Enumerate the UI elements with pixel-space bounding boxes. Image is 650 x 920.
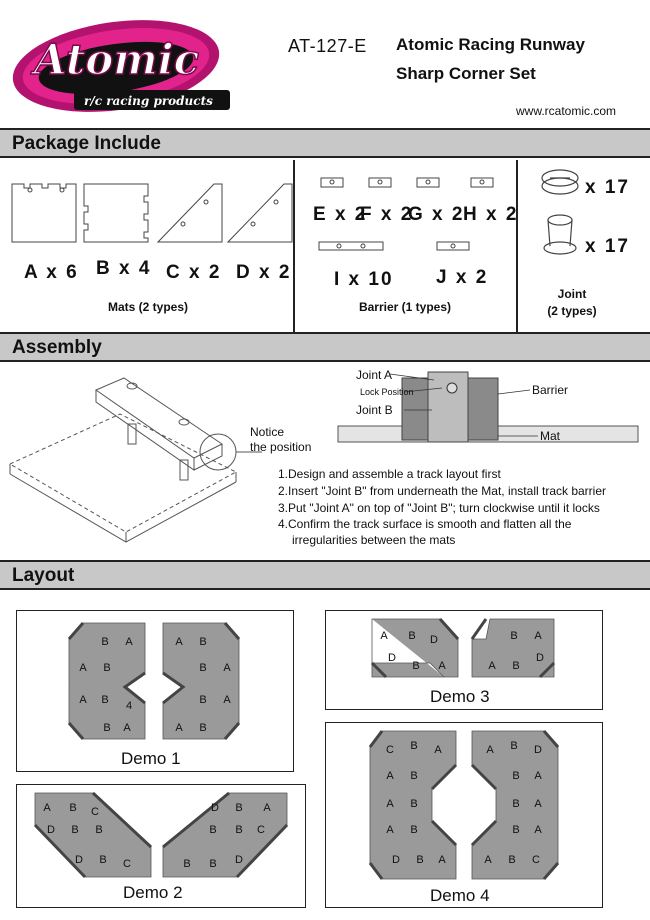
atomic-logo — [8, 10, 240, 118]
svg-text:B: B — [101, 636, 109, 648]
svg-text:B: B — [183, 858, 191, 870]
svg-text:A: A — [438, 854, 446, 866]
svg-text:A: A — [434, 744, 442, 756]
joint-caption-line2: (2 types) — [547, 304, 597, 318]
product-title-line2: Sharp Corner Set — [396, 64, 536, 83]
svg-text:B: B — [512, 770, 520, 782]
svg-text:A: A — [79, 662, 87, 674]
svg-text:B: B — [410, 740, 418, 752]
svg-text:B: B — [95, 824, 103, 836]
svg-text:A: A — [123, 722, 131, 734]
mat-d-count: D x 2 — [236, 262, 292, 283]
assembly-heading: Assembly — [12, 337, 102, 358]
package-heading: Package Include — [12, 133, 161, 154]
demo1-panel — [16, 610, 294, 772]
assembly-step-2: 2.Insert "Joint B" from underneath the Mat, install track barrier — [278, 484, 606, 498]
svg-text:A: A — [534, 770, 542, 782]
svg-text:A: A — [175, 722, 183, 734]
svg-text:A: A — [438, 660, 446, 672]
svg-text:C: C — [257, 824, 265, 836]
svg-text:B: B — [510, 740, 518, 752]
svg-text:4: 4 — [125, 700, 133, 712]
mat-a-count: A x 6 — [24, 262, 79, 283]
svg-text:D: D — [536, 652, 544, 664]
svg-text:A: A — [79, 694, 87, 706]
svg-text:B: B — [512, 798, 520, 810]
assembly-section-header — [0, 332, 650, 362]
svg-text:B: B — [209, 858, 217, 870]
mats-caption: Mats (2 types) — [107, 300, 189, 314]
svg-text:A: A — [484, 854, 492, 866]
barrier-e-count: E x 2 — [313, 204, 368, 225]
svg-text:A: A — [486, 744, 494, 756]
svg-text:A: A — [223, 662, 231, 674]
svg-text:B: B — [235, 802, 243, 814]
svg-text:A: A — [223, 694, 231, 706]
demo3-label: Demo 3 — [430, 687, 490, 706]
svg-text:A: A — [534, 798, 542, 810]
svg-text:Atomic: Atomic — [34, 35, 200, 84]
svg-text:A: A — [386, 824, 394, 836]
demo2-panel — [16, 784, 306, 908]
svg-text:A: A — [175, 636, 183, 648]
svg-text:B: B — [199, 662, 207, 674]
demo3-panel — [325, 610, 603, 710]
svg-text:B: B — [103, 722, 111, 734]
svg-text:D: D — [235, 854, 243, 866]
svg-text:D: D — [430, 634, 438, 646]
svg-text:D: D — [211, 802, 219, 814]
svg-text:D: D — [534, 744, 542, 756]
svg-text:A: A — [386, 798, 394, 810]
svg-text:B: B — [199, 694, 207, 706]
svg-text:C: C — [91, 806, 99, 818]
svg-text:A: A — [534, 630, 542, 642]
barrier-f-count: F x 2 — [360, 204, 414, 225]
joint-b-count: x 17 — [585, 236, 630, 257]
joint-b-label: Joint B — [356, 403, 393, 417]
svg-text:B: B — [410, 770, 418, 782]
svg-text:B: B — [99, 854, 107, 866]
joint-a-label: Joint A — [356, 368, 393, 382]
svg-text:B: B — [69, 802, 77, 814]
svg-text:C: C — [532, 854, 540, 866]
mat-label: Mat — [540, 429, 561, 443]
mat-b-count: B x 4 — [96, 258, 152, 279]
svg-text:A: A — [386, 770, 394, 782]
svg-text:D: D — [75, 854, 83, 866]
assembly-step-3: 3.Put "Joint A" on top of "Joint B"; turn clockwise until it locks — [278, 501, 600, 515]
barrier-j-count: J x 2 — [436, 267, 489, 288]
svg-text:B: B — [408, 630, 416, 642]
svg-text:D: D — [47, 824, 55, 836]
svg-text:C: C — [123, 858, 131, 870]
svg-text:B: B — [510, 630, 518, 642]
package-section-header — [0, 128, 650, 158]
svg-text:r/c racing products: r/c racing products — [84, 94, 213, 108]
notice-line2: the position — [250, 440, 312, 454]
svg-text:B: B — [199, 722, 207, 734]
demo1-label: Demo 1 — [121, 749, 181, 768]
svg-text:B: B — [410, 824, 418, 836]
svg-text:D: D — [392, 854, 400, 866]
notice-line1: Notice — [250, 425, 285, 439]
product-title-line1: Atomic Racing Runway — [396, 35, 585, 54]
joint-caption-line1: Joint — [557, 287, 587, 301]
svg-text:B: B — [410, 798, 418, 810]
assembly-step-1: 1.Design and assemble a track layout first — [278, 467, 501, 481]
svg-text:B: B — [101, 694, 109, 706]
barrier-h-count: H x 2 — [463, 204, 519, 225]
lock-position-label: Lock Position — [360, 387, 414, 397]
svg-text:B: B — [103, 662, 111, 674]
demo4-panel — [325, 722, 603, 908]
svg-text:B: B — [235, 824, 243, 836]
svg-text:D: D — [388, 652, 396, 664]
svg-text:B: B — [199, 636, 207, 648]
mat-c-count: C x 2 — [166, 262, 222, 283]
barrier-caption: Barrier (1 types) — [358, 300, 452, 314]
svg-text:A: A — [263, 802, 271, 814]
svg-text:B: B — [512, 660, 520, 672]
assembly-isometric-drawing — [0, 364, 320, 560]
barrier-g-count: G x 2 — [408, 204, 465, 225]
assembly-step-4: 4.Confirm the track surface is smooth and flatten all the — [278, 517, 572, 531]
demo2-label: Demo 2 — [123, 883, 183, 902]
svg-text:B: B — [209, 824, 217, 836]
svg-text:B: B — [412, 660, 420, 672]
svg-text:B: B — [71, 824, 79, 836]
assembly-step-4-cont: irregularities between the mats — [292, 533, 456, 547]
layout-heading: Layout — [12, 565, 75, 586]
barrier-i-count: I x 10 — [334, 269, 394, 290]
svg-text:A: A — [125, 636, 133, 648]
joint-a-count: x 17 — [585, 177, 630, 198]
svg-text:C: C — [386, 744, 394, 756]
product-code: AT-127-E — [288, 36, 367, 56]
svg-text:B: B — [508, 854, 516, 866]
layout-section-header — [0, 560, 650, 590]
demo4-label: Demo 4 — [430, 886, 490, 905]
svg-text:A: A — [488, 660, 496, 672]
svg-text:A: A — [534, 824, 542, 836]
demo4-layout-drawing — [326, 723, 604, 909]
svg-text:A: A — [380, 630, 388, 642]
barrier-label: Barrier — [532, 383, 569, 397]
svg-text:B: B — [512, 824, 520, 836]
svg-text:A: A — [43, 802, 51, 814]
website-link[interactable]: www.rcatomic.com — [516, 104, 617, 118]
svg-text:B: B — [416, 854, 424, 866]
